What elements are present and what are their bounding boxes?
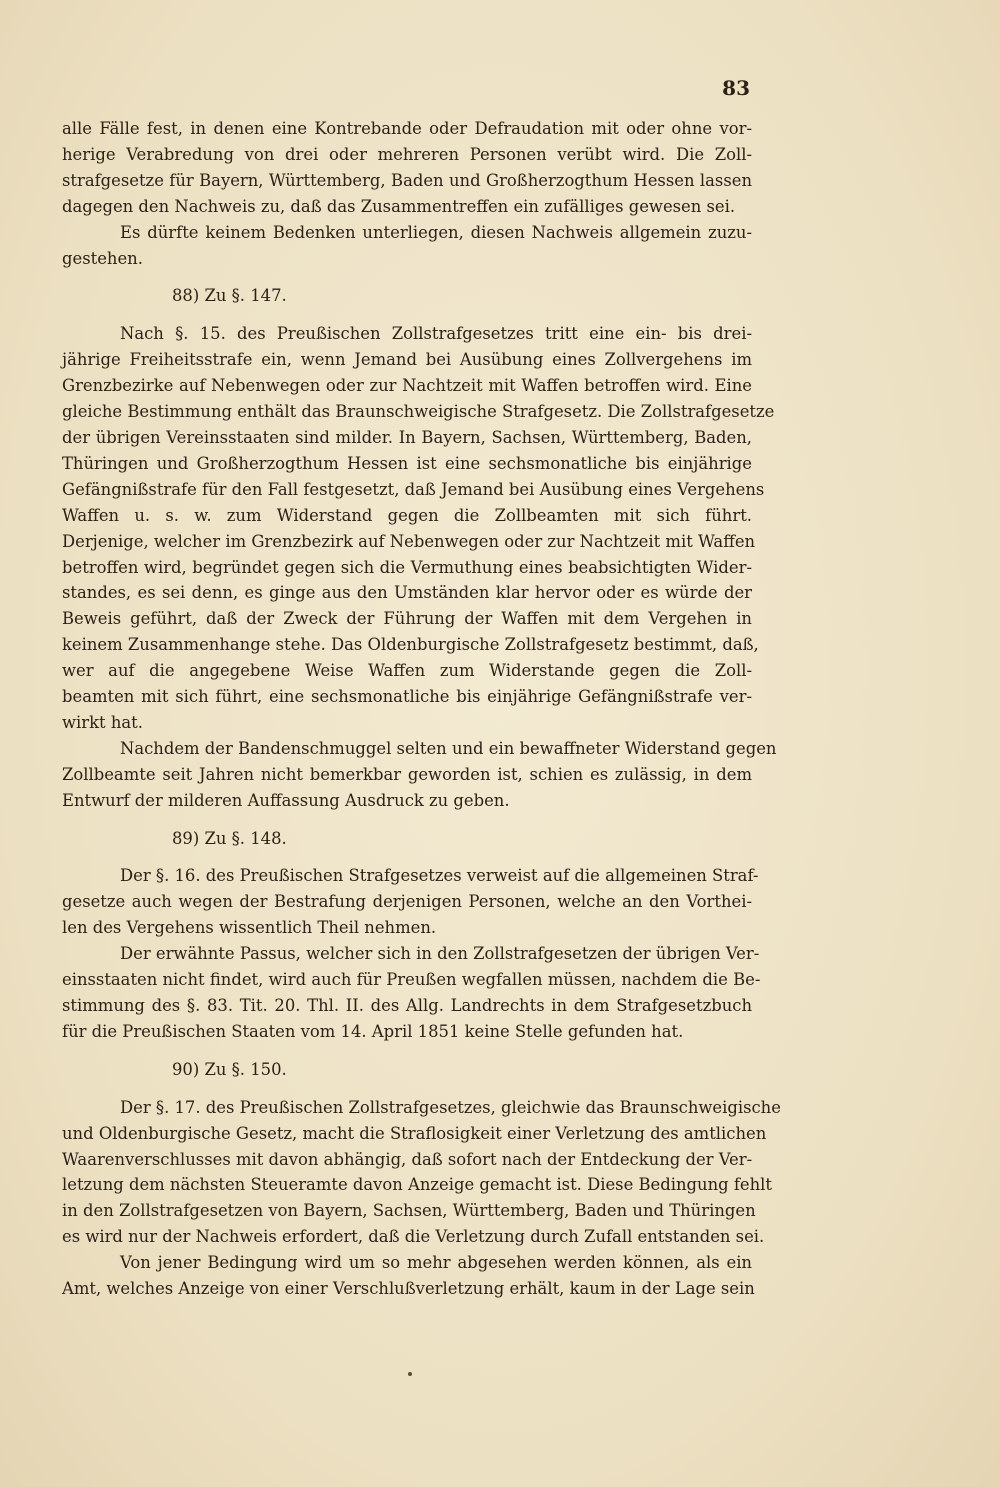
text-line: herige Verabredung von drei oder mehreren Personen verübt wird. Die Zoll- (62, 144, 752, 164)
text-line: für die Preußischen Staaten vom 14. April 1851 keine Stelle gefunden hat. (62, 1021, 684, 1041)
text-line: Grenzbezirke auf Nebenwegen oder zur Nachtzeit mit Waffen betroffen wird. Eine (62, 376, 752, 396)
text-line: Gefängnißstrafe für den Fall festgesetzt, daß Jemand bei Ausübung eines Vergehens (62, 479, 765, 499)
text-line: strafgesetze für Bayern, Württemberg, Baden und Großherzogthum Hessen lassen (62, 170, 752, 190)
paragraph (62, 116, 752, 220)
paragraph (62, 1095, 781, 1250)
text-line: gesetze auch wegen der Bestrafung derjenigen Personen, welche an den Vorthei- (62, 892, 752, 912)
text-line: Nachdem der Bandenschmuggel selten und ein bewaffneter Widerstand gegen (120, 738, 777, 758)
text-line: gestehen. (62, 248, 143, 268)
page-number: 83 (722, 76, 750, 100)
text-line: Es dürfte keinem Bedenken unterliegen, diesen Nachweis allgemein zuzu- (120, 222, 752, 242)
text-line: Der §. 16. des Preußischen Strafgesetzes verweist auf die allgemeinen Straf- (120, 866, 759, 886)
text-line: letzung dem nächsten Steueramte davon Anzeige gemacht ist. Diese Bedingung fehlt (62, 1175, 772, 1195)
paragraph (62, 321, 775, 736)
ink-speck (408, 1372, 412, 1376)
text-line: Beweis geführt, daß der Zweck der Führung der Waffen mit dem Vergehen in (62, 609, 752, 629)
text-line: stimmung des §. 83. Tit. 20. Thl. II. des Allg. Landrechts in dem Strafgesetzbuch (62, 996, 752, 1015)
text-line: betroffen wird, begründet gegen sich die Vermuthung eines beabsichtigten Wider- (62, 557, 752, 577)
text-line: Entwurf der milderen Auffassung Ausdruck zu geben. (62, 790, 510, 810)
text-line: Waarenverschlusses mit davon abhängig, daß sofort nach der Entdeckung der Ver- (62, 1149, 753, 1169)
text-line: Der erwähnte Passus, welcher sich in den Zollstrafgesetzen der übrigen Ver- (120, 944, 760, 964)
text-line: len des Vergehens wissentlich Theil nehmen. (62, 918, 437, 938)
text-line: wer auf die angegebene Weise Waffen zum Widerstande gegen die Zoll- (62, 661, 752, 681)
text-line: Thüringen und Großherzogthum Hessen ist eine sechsmonatliche bis einjährige (62, 453, 752, 473)
text-line: es wird nur der Nachweis erfordert, daß die Verletzung durch Zufall entstanden sei. (62, 1227, 765, 1247)
text-line: Zollbeamte seit Jahren nicht bemerkbar geworden ist, schien es zulässig, in dem (62, 764, 752, 784)
body-text (62, 116, 781, 1302)
section-heading: 88) Zu §. 147. (172, 286, 287, 306)
text-line: jährige Freiheitsstrafe ein, wenn Jemand bei Ausübung eines Zollvergehens im (62, 350, 752, 370)
section-heading: 90) Zu §. 150. (172, 1059, 287, 1079)
section-heading: 89) Zu §. 148. (172, 828, 287, 848)
text-line: der übrigen Vereinsstaaten sind milder. In Bayern, Sachsen, Württemberg, Baden, (62, 427, 752, 447)
paragraph (62, 736, 777, 814)
text-line: einsstaaten nicht findet, wird auch für Preußen wegfallen müssen, nachdem die Be- (62, 970, 761, 990)
text-line: Nach §. 15. des Preußischen Zollstrafgesetzes tritt eine ein- bis drei- (120, 324, 752, 344)
text-line: Amt, welches Anzeige von einer Verschlußverletzung erhält, kaum in der Lage sein (62, 1279, 755, 1299)
text-line: standes, es sei denn, es ginge aus den Umständen klar hervor oder es würde der (62, 583, 752, 603)
paragraph (62, 220, 752, 272)
text-line: Von jener Bedingung wird um so mehr abgesehen werden können, als ein (120, 1253, 752, 1273)
paragraph (62, 1250, 755, 1302)
text-line: beamten mit sich führt, eine sechsmonatliche bis einjährige Gefängnißstrafe ver- (62, 687, 752, 707)
text-line: Waffen u. s. w. zum Widerstand gegen die Zollbeamten mit sich führt. (62, 505, 752, 525)
text-line: gleiche Bestimmung enthält das Braunschweigische Strafgesetz. Die Zollstrafgesetze (62, 402, 775, 422)
text-line: in den Zollstrafgesetzen von Bayern, Sachsen, Württemberg, Baden und Thüringen (62, 1201, 756, 1221)
paragraph (62, 941, 761, 1045)
paragraph (62, 863, 759, 941)
text-line: dagegen den Nachweis zu, daß das Zusammentreffen ein zufälliges gewesen sei. (62, 196, 736, 216)
text-line: und Oldenburgische Gesetz, macht die Straflosigkeit einer Verletzung des amtlichen (62, 1123, 767, 1143)
text-line: keinem Zusammenhange stehe. Das Oldenburgische Zollstrafgesetz bestimmt, daß, (62, 635, 759, 655)
text-line: wirkt hat. (62, 712, 143, 732)
text-line: Derjenige, welcher im Grenzbezirk auf Nebenwegen oder zur Nachtzeit mit Waffen (62, 531, 756, 551)
text-line: alle Fälle fest, in denen eine Kontrebande oder Defraudation mit oder ohne vor- (62, 119, 752, 138)
text-line: Der §. 17. des Preußischen Zollstrafgesetzes, gleichwie das Braunschweigische (120, 1097, 781, 1117)
